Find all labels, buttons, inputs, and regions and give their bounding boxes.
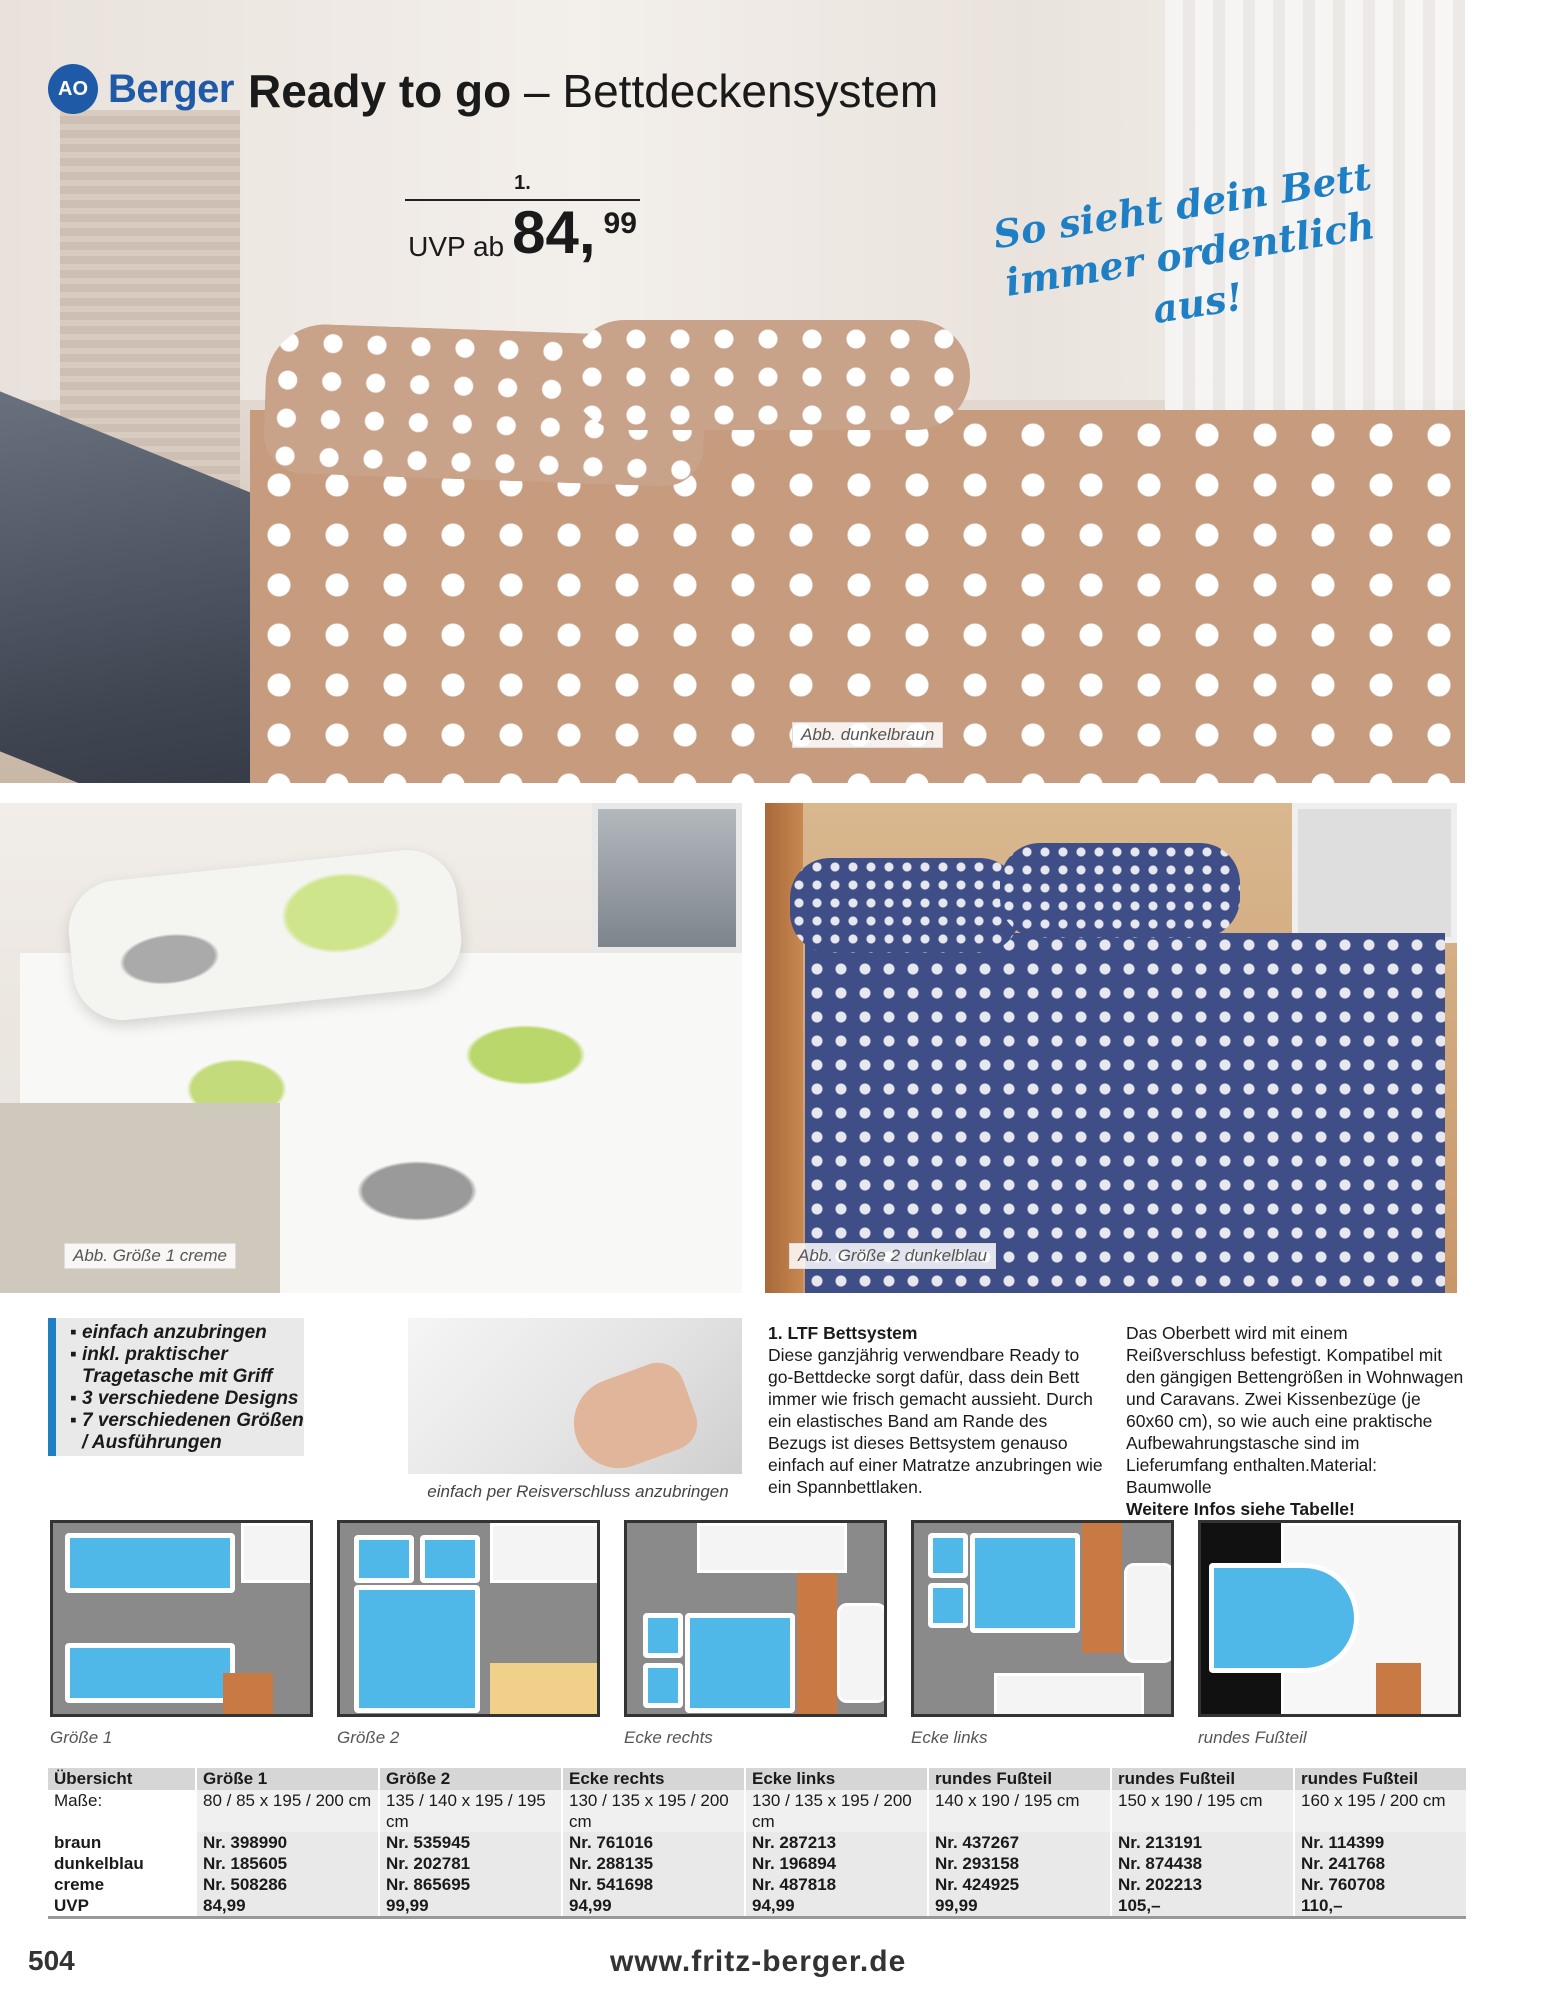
table-row [48,1895,1466,1918]
bed-area [354,1585,480,1713]
pillow-area [643,1663,683,1708]
feature-item: ▪ einfach anzubringen [70,1322,304,1344]
zipper-photo [408,1318,742,1474]
feature-list [48,1318,304,1456]
table-cell: dunkelblau [48,1853,196,1874]
table-cell: Nr. 185605 [196,1853,379,1874]
plan-label: Ecke links [911,1728,988,1747]
floor-plan-size1 [50,1520,313,1717]
table-cell: 140 x 190 / 195 cm [928,1790,1111,1832]
bathroom [490,1663,600,1717]
table-cell: Nr. 541698 [562,1874,745,1895]
table-cell: 160 x 195 / 200 cm [1294,1790,1466,1832]
price-cents: 99 [603,207,637,240]
window [1292,803,1457,943]
hero-caption: Abb. dunkelbraun [792,722,943,748]
description-right [1126,1322,1466,1520]
photo-left-caption: Abb. Größe 1 creme [64,1243,236,1269]
pillow-area [928,1533,968,1578]
pillow [790,858,1020,953]
price-prefix: UVP ab [408,231,505,262]
table-cell: Nr. 202781 [379,1853,562,1874]
pillow-area [420,1535,480,1583]
cabinet [223,1673,273,1717]
table-cell: Nr. 535945 [379,1832,562,1853]
description-text: Das Oberbett wird mit einem Reißverschluss befestigt. Kompatibel mit den gängigen Bettengrößen in Wohnwagen und Caravans. Zwei Kissenbezüge (je 60x60 cm), so wie auch eine praktische Aufbewahrungstasche sind im Lieferumfang enthalten.Material: Baumwolle [1126,1323,1464,1497]
round-bed-area [1209,1563,1359,1673]
plan-label: rundes Fußteil [1198,1728,1307,1747]
table-cell: Nr. 437267 [928,1832,1111,1853]
table-cell: 150 x 190 / 195 cm [1111,1790,1294,1832]
table-cell: Nr. 760708 [1294,1874,1466,1895]
kitchen [697,1523,847,1573]
table-header: Größe 1 [196,1768,379,1790]
window [592,803,742,953]
kitchen [994,1673,1144,1717]
photo-size1-creme [0,803,742,1293]
table-cell: Nr. 288135 [562,1853,745,1874]
zipper-caption: einfach per Reisverschluss anzubringen [427,1482,729,1501]
brand-name: Berger [108,66,234,111]
table-cell: 99,99 [928,1895,1111,1918]
website-link[interactable]: www.fritz-berger.de [610,1945,907,1978]
hero-pillow [570,320,970,430]
floor-plan-round-footer [1198,1520,1461,1717]
cabinet [1376,1663,1421,1717]
bed-area [65,1643,235,1703]
table-cell: Nr. 213191 [1111,1832,1294,1853]
slogan: So sieht dein Bett immer ordentlich aus! [990,153,1378,332]
page-title [248,64,938,118]
floor-plan-size2 [337,1520,600,1717]
table-cell: creme [48,1874,196,1895]
title-bold: Ready to go [248,65,512,117]
table-cell: Nr. 287213 [745,1832,928,1853]
table-header: Größe 2 [379,1768,562,1790]
plan-label: Ecke rechts [624,1728,713,1747]
table-header: rundes Fußteil [1111,1768,1294,1790]
bed-area [65,1533,235,1593]
brand [48,64,234,114]
table-row [48,1832,1466,1853]
table [837,1603,887,1703]
table-cell: 99,99 [379,1895,562,1918]
table-cell: 130 / 135 x 195 / 200 cm [562,1790,745,1832]
pillow-area [354,1535,414,1583]
plan-label: Größe 2 [337,1728,400,1747]
table-row [48,1874,1466,1895]
description-text: Diese ganzjährig verwendbare Ready to go-Bettdecke sorgt dafür, dass dein Bett immer wie frisch gemacht aussieht. Durch ein elastisches Band am Rande des Bezugs ist dieses Bettsystem genauso einfach auf einer Matratze anzubringen wie ein Spannbettlaken. [768,1345,1103,1497]
description-title: 1. LTF Bettsystem [768,1323,918,1343]
table-cell: Nr. 761016 [562,1832,745,1853]
bed-blue-pattern [805,933,1445,1293]
table-cell: 105,– [1111,1895,1294,1918]
feature-item: ▪ 7 verschiedenen Größen / Ausführungen [70,1410,304,1454]
bed-area [685,1613,795,1713]
table-header: Ecke links [745,1768,928,1790]
berger-logo-icon: AO [48,64,98,114]
table-header: Ecke rechts [562,1768,745,1790]
table-cell: Nr. 398990 [196,1832,379,1853]
table-header: Übersicht [48,1768,196,1790]
photo-right-caption: Abb. Größe 2 dunkelblau [789,1243,996,1269]
table-cell: UVP [48,1895,196,1918]
plan-label: Größe 1 [50,1728,113,1747]
table-cell: Nr. 508286 [196,1874,379,1895]
cabinet [1082,1523,1122,1653]
table-cell: 84,99 [196,1895,379,1918]
table-row [48,1853,1466,1874]
table-cell: 135 / 140 x 195 / 195 cm [379,1790,562,1832]
table-cell: braun [48,1832,196,1853]
table-cell: 94,99 [562,1895,745,1918]
page-number: 504 [28,1945,75,1976]
pillow-area [643,1613,683,1658]
overview-table [48,1768,1466,1919]
table-cell: Nr. 202213 [1111,1874,1294,1895]
table-cell: Nr. 196894 [745,1853,928,1874]
table-cell: Nr. 424925 [928,1874,1111,1895]
photo-size2-dunkelblau [765,803,1457,1293]
table-cell: 130 / 135 x 195 / 200 cm [745,1790,928,1832]
table-cell: Nr. 241768 [1294,1853,1466,1874]
table-header: rundes Fußteil [928,1768,1111,1790]
counter [490,1523,600,1583]
sink-area [241,1523,313,1583]
table-row [48,1790,1466,1832]
table-cell: 110,– [1294,1895,1466,1918]
price-main: 84, [512,199,596,266]
table-cell: Maße: [48,1790,196,1832]
cabinet [797,1573,837,1717]
bed-area [970,1533,1080,1633]
table [1124,1563,1174,1663]
floor-plan-corner-right [624,1520,887,1717]
description-more: Weitere Infos siehe Tabelle! [1126,1499,1355,1519]
table-cell: Nr. 293158 [928,1853,1111,1874]
floor-plan-corner-left [911,1520,1174,1717]
pillow-area [928,1583,968,1628]
table-header: rundes Fußteil [1294,1768,1466,1790]
table-cell: Nr. 487818 [745,1874,928,1895]
price-tag [405,172,640,266]
table-cell: Nr. 114399 [1294,1832,1466,1853]
pillow [1000,843,1240,938]
hand [561,1355,705,1474]
table-cell: Nr. 865695 [379,1874,562,1895]
table-cell: Nr. 874438 [1111,1853,1294,1874]
title-rest: – Bettdeckensystem [524,65,939,117]
description-left [768,1322,1108,1498]
feature-item: ▪ 3 verschiedene Designs [70,1388,304,1410]
feature-item: ▪ inkl. praktischer Tragetasche mit Griff [70,1344,304,1388]
price-number: 1. [405,172,640,201]
table-cell: 80 / 85 x 195 / 200 cm [196,1790,379,1832]
table-cell: 94,99 [745,1895,928,1918]
